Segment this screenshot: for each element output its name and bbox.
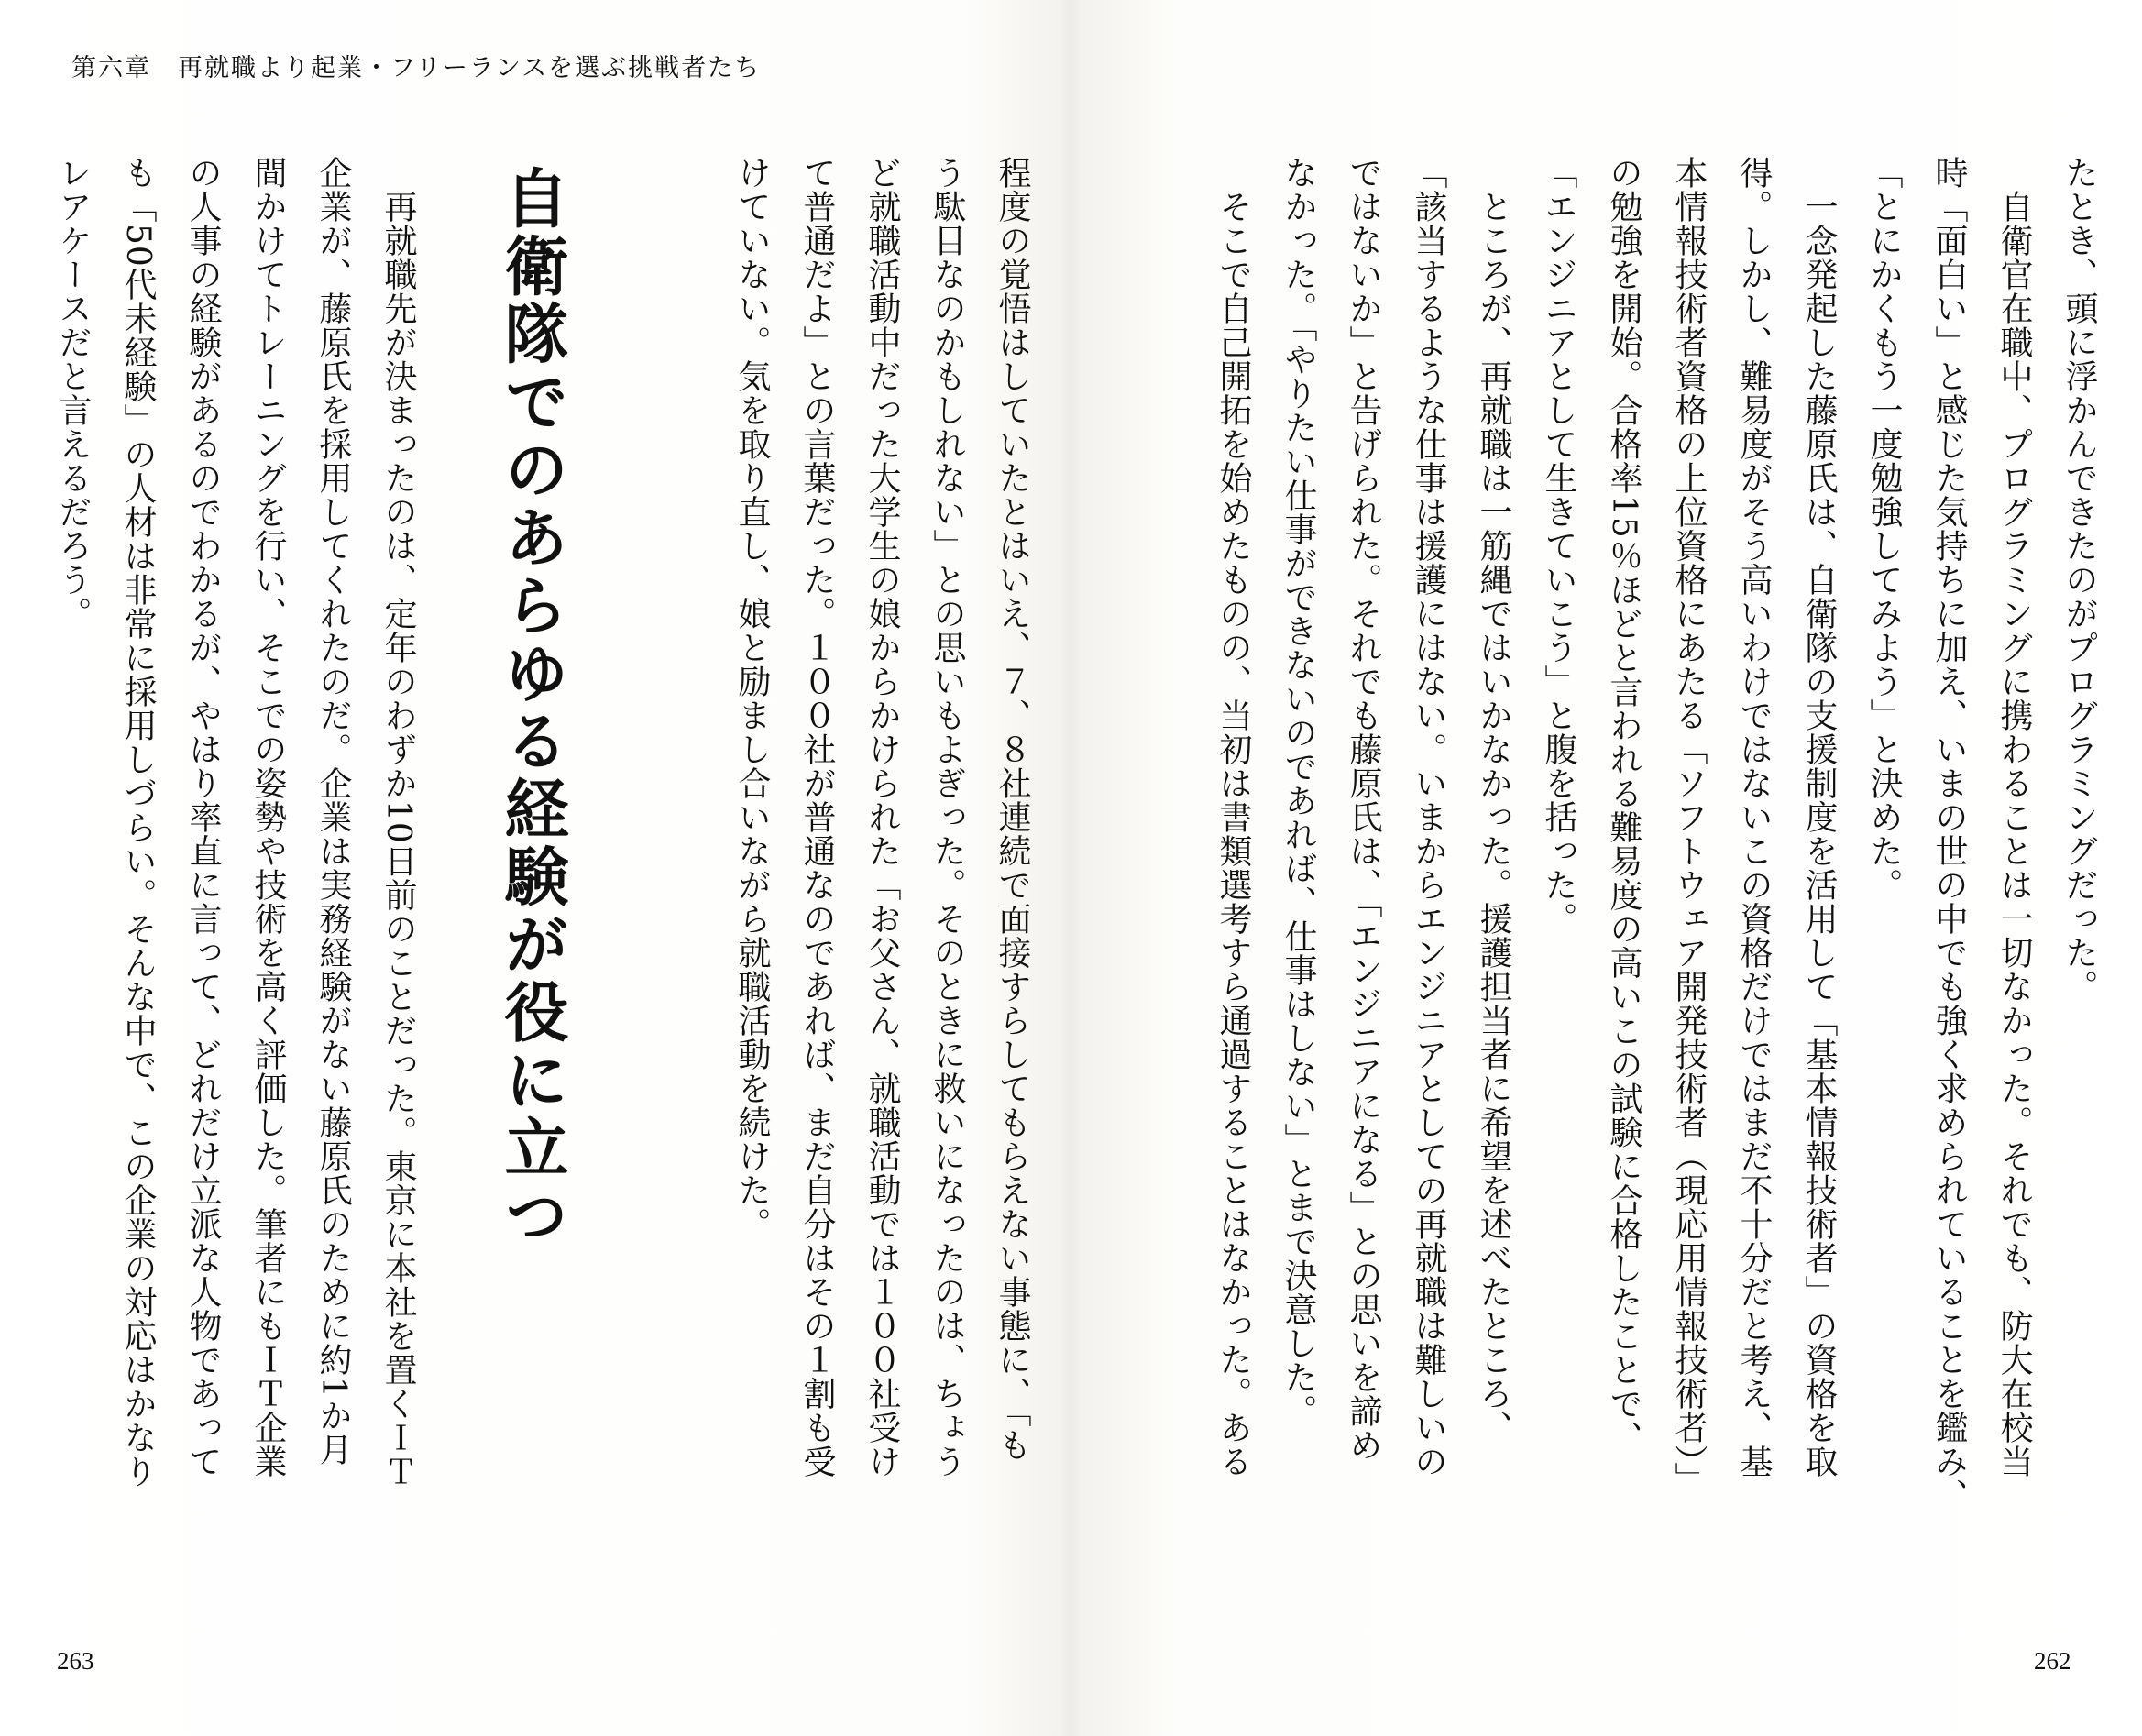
body-text-before-heading <box>614 156 1045 1549</box>
page-number: 262 <box>2034 1647 2071 1675</box>
text-column: て普通だよ」との言葉だった。１００社が普通なのであれば、まだ自分はその１割も受 <box>798 156 836 1478</box>
text-column: 企業が、藤原氏を採用してくれたのだ。企業は実務経験がない藤原氏のために約1か月 <box>314 156 352 1467</box>
text-column: 再就職先が決まったのは、定年のわずか10日前のことだった。東京に本社を置くＩＴ <box>379 156 417 1489</box>
text-column: けていない。気を取り直し、娘と励まし合いながら就職活動を続けた。 <box>733 156 771 1241</box>
chapter-header: 第六章 再就職より起業・フリーランスを選ぶ挑戦者たち <box>71 54 762 82</box>
text-column: なかった。「やりたい仕事ができないのであれば、仕事はしない」とまで決意した。 <box>1280 156 1317 1428</box>
text-column: 本情報技術者資格の上位資格にあたる「ソフトウェア開発技術者（現応用情報技術者）」 <box>1670 156 1708 1496</box>
section-heading: 自衛隊でのあらゆる経験が役に立つ <box>494 165 569 1250</box>
text-column: 「とにかくもう一度勉強してみよう」と決めた。 <box>1865 156 1903 902</box>
text-column: の勉強を開始。合格率15％ほどと言われる難易度の高いこの試験に合格したことで、 <box>1605 156 1642 1455</box>
page-number: 263 <box>57 1647 94 1675</box>
text-column: 一念発起した藤原氏は、自衛隊の支援制度を活用して「基本情報技術者」の資格を取 <box>1800 156 1838 1478</box>
text-column: 「該当するような仕事は援護にはない。いまからエンジニアとしての再就職は難しいの <box>1410 156 1447 1478</box>
text-column: 得。しかし、難易度がそう高いわけではないこの資格だけではまだ不十分だと考え、基 <box>1735 156 1773 1478</box>
text-column: の人事の経験があるのでわかるが、やはり率直に言って、どれだけ立派な人物であって <box>184 156 222 1478</box>
body-text <box>1214 156 2112 1549</box>
body-text-after-heading <box>55 156 431 1549</box>
text-column: 「エンジニアとして生きていこう」と腹を括った。 <box>1540 156 1577 936</box>
text-column: そこで自己開拓を始めたものの、当初は書類選考すら通過することはなかった。ある <box>1214 156 1252 1478</box>
text-column: 自衛官在職中、プログラミングに携わることは一切なかった。それでも、防大在校当 <box>1995 156 2033 1478</box>
text-column: ところが、再就職は一筋縄ではいかなかった。援護担当者に希望を述べたところ、 <box>1475 156 1512 1445</box>
text-column: レアケースだと言えるだろう。 <box>54 156 92 631</box>
text-column: も「50代未経験」の人材は非常に採用しづらい。そんな中で、この企業の対応はかなり <box>119 156 157 1489</box>
text-column: ではないか」と告げられた。それでも藤原氏は、「エンジニアになる」との思いを諦め <box>1345 156 1382 1462</box>
text-column: ど就職活動中だった大学生の娘からかけられた「お父さん、就職活動では１００社受け <box>863 156 901 1478</box>
right-page <box>1071 0 2142 1736</box>
text-column: 程度の覚悟はしていたとはいえ、７、８社連続で面接すらしてもらえない事態に、「も <box>994 156 1031 1462</box>
text-column: たとき、頭に浮かんできたのがプログラミングだった。 <box>2060 156 2098 1004</box>
text-column: 時「面白い」と感じた気持ちに加え、いまの世の中でも強く求められていることを鑑み、 <box>1930 156 1968 1512</box>
text-column: 間かけてトレーニングを行い、そこでの姿勢や技術を高く評価した。筆者にもＩＴ企業 <box>249 156 287 1478</box>
text-column: う駄目なのかもしれない」との思いもよぎった。そのときに救いになったのは、ちょう <box>928 156 966 1478</box>
